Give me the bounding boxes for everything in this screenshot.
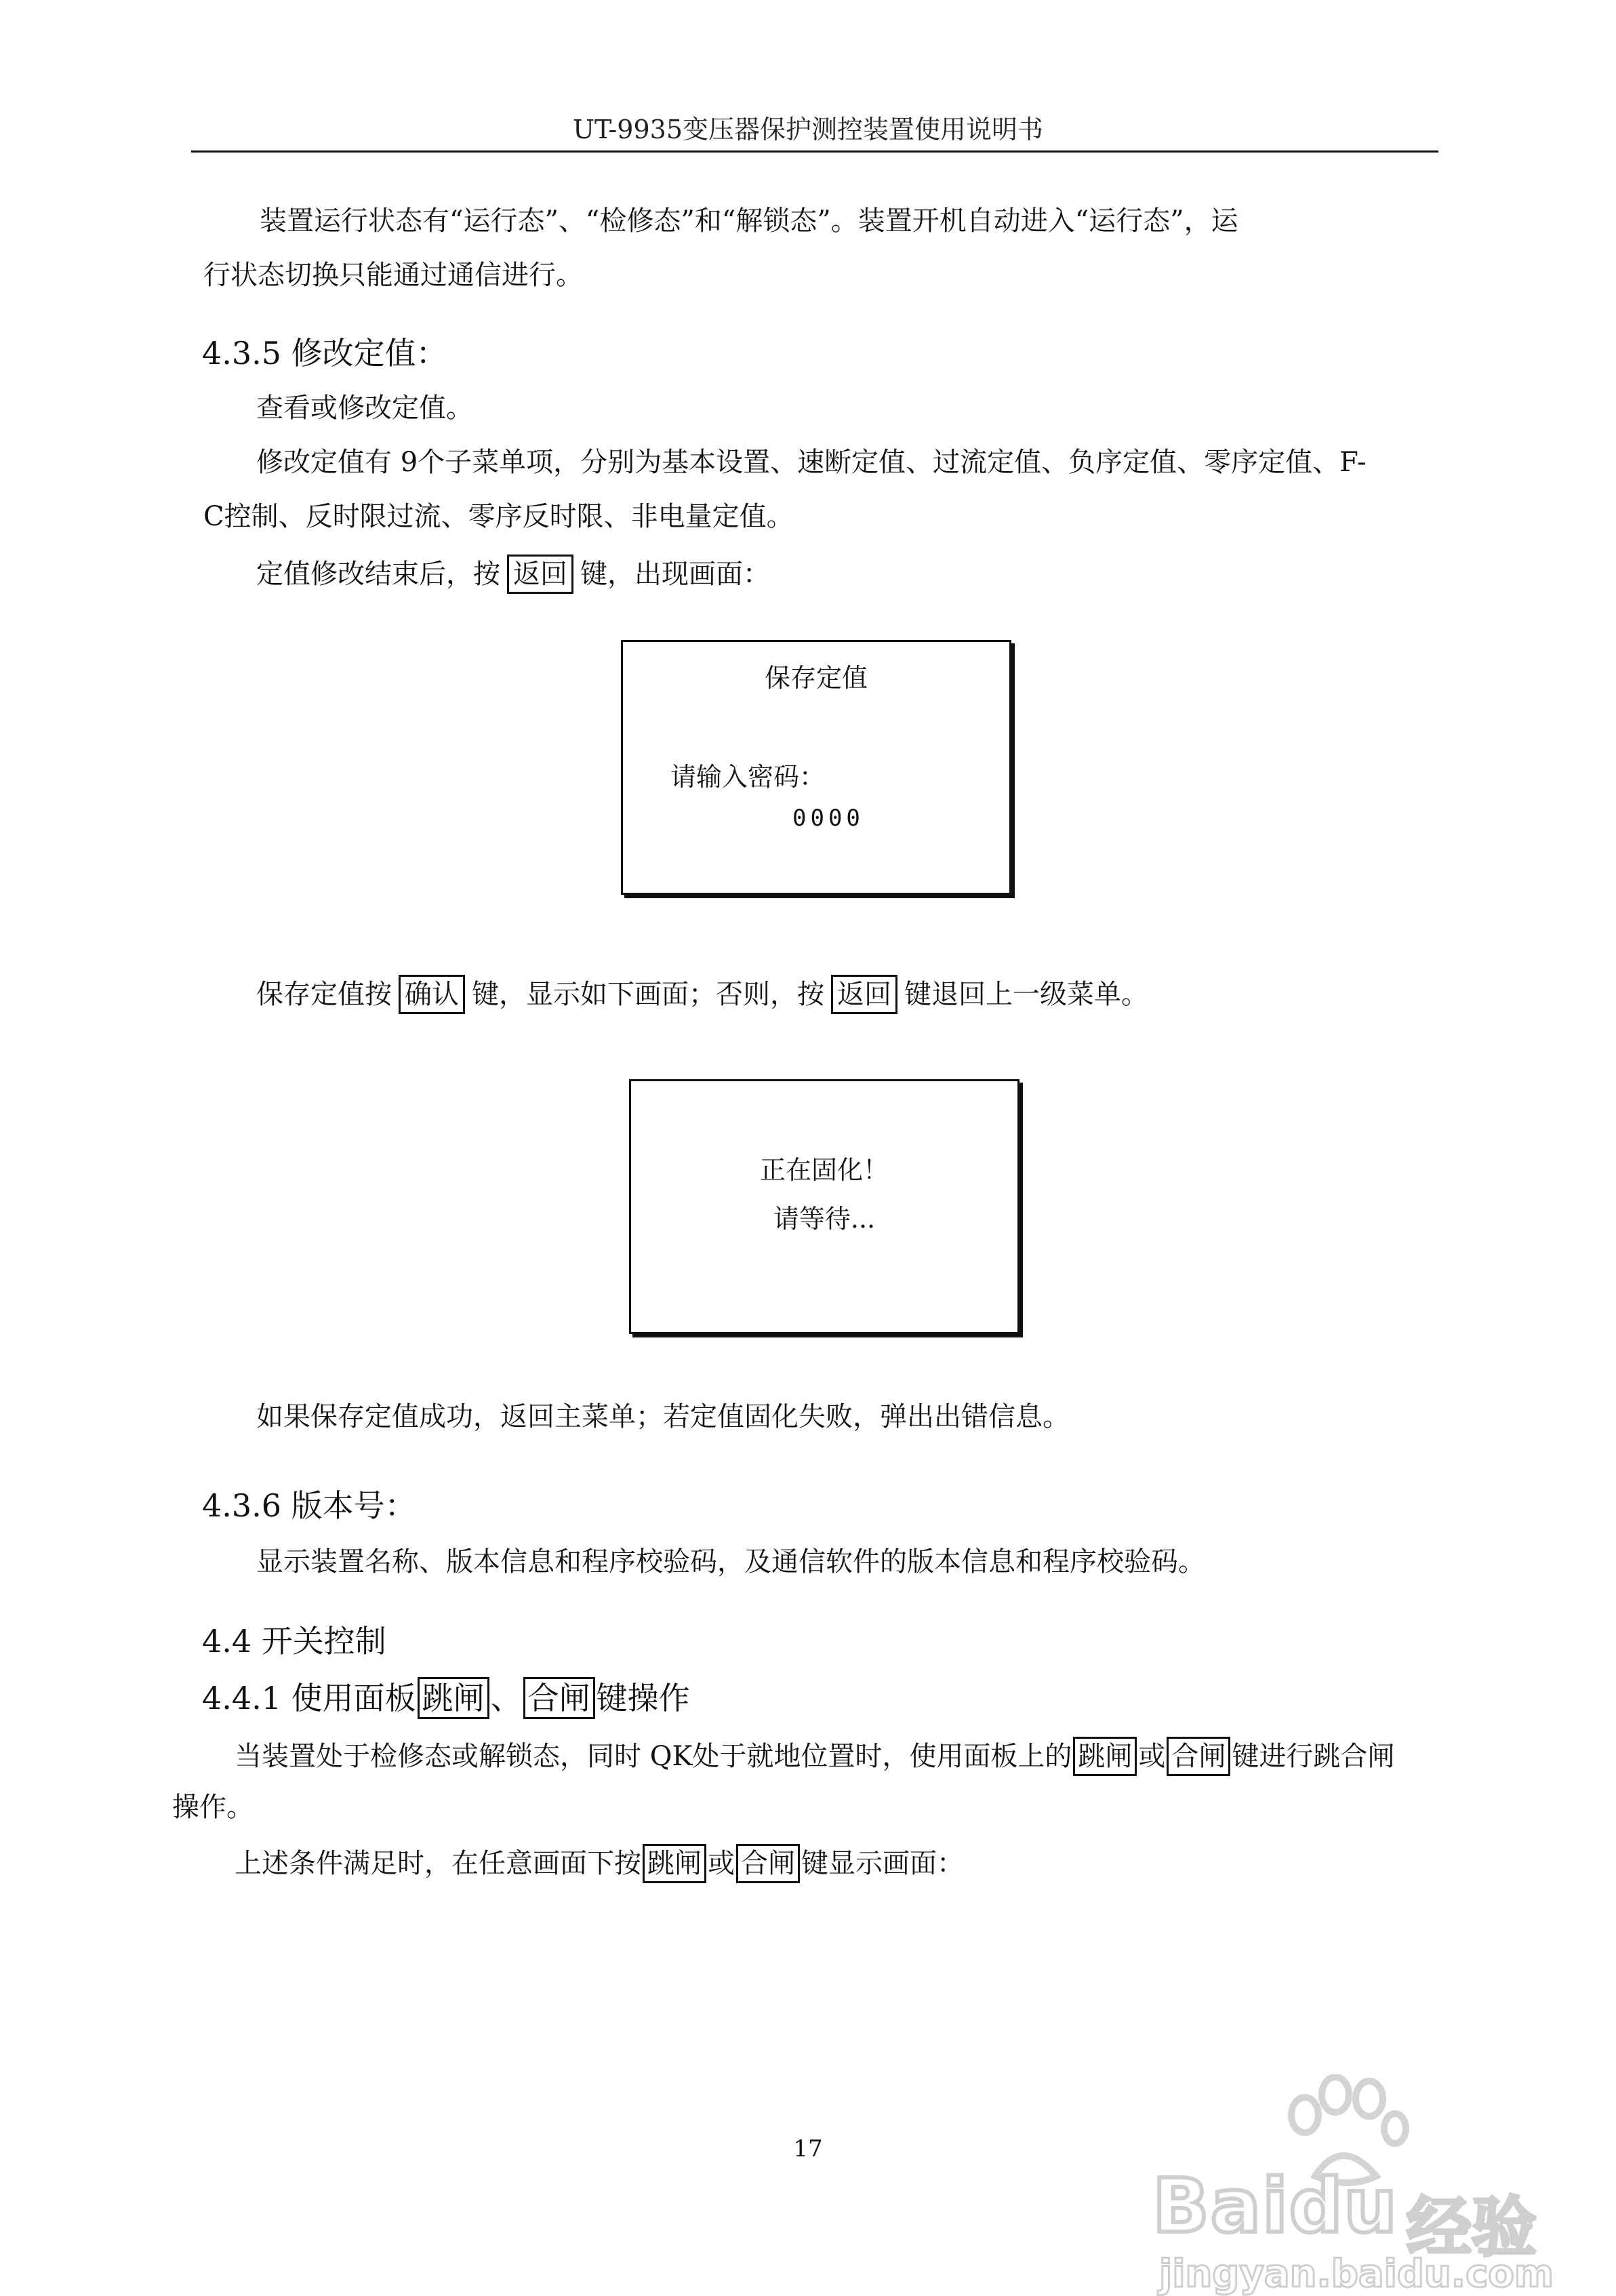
paragraph-any-screen — [235, 1844, 964, 1883]
lcd-screen-saving — [629, 1079, 1019, 1334]
text-save-b: 键，显示如下画面；否则，按 — [472, 979, 824, 1010]
paragraph-run-state-line1: 装置运行状态有“运行态”、“检修态”和“解锁态”。装置开机自动进入“运行态”，运 — [260, 205, 1238, 237]
watermark-brand: Baidu — [1152, 2162, 1398, 2249]
close-key-label-2: 合闸 — [1167, 1737, 1230, 1776]
heading-4-4-1-text-b: 键操作 — [596, 1680, 690, 1716]
section-heading-4-4-1 — [202, 1677, 690, 1719]
screen-wait-message: 请等待... — [773, 1204, 876, 1234]
paragraph-after-edit — [256, 555, 770, 594]
trip-key-label-2: 跳闸 — [1073, 1737, 1137, 1776]
paragraph-submenu-line1: 修改定值有 9个子菜单项，分别为基本设置、速断定值、过流定值、负序定值、零序定值、F- — [256, 447, 1367, 478]
paragraph-save-result: 如果保存定值成功，返回主菜单；若定值固化失败，弹出出错信息。 — [256, 1401, 1070, 1432]
text-any-b: 键显示画面： — [801, 1848, 964, 1879]
heading-4-4-1-text-a: 4.4.1 使用面板 — [202, 1680, 416, 1716]
text-after-edit-a: 定值修改结束后，按 — [256, 559, 500, 590]
page-number: 17 — [793, 2135, 823, 2162]
heading-separator: 、 — [490, 1680, 522, 1716]
confirm-key-label: 确认 — [399, 975, 465, 1014]
return-key-label: 返回 — [507, 555, 573, 594]
paragraph-submenu-line2: C控制、反时限过流、零序反时限、非电量定值。 — [203, 501, 794, 532]
watermark-url: jingyan.baidu.com — [1159, 2252, 1554, 2296]
paragraph-panel-control-line1 — [235, 1737, 1394, 1776]
section-heading-4-3-6: 4.3.6 版本号： — [202, 1487, 416, 1524]
text-panel-b: 键进行跳合闸 — [1232, 1741, 1395, 1772]
text-save-c: 键退回上一级菜单。 — [904, 979, 1148, 1010]
baidu-jingyan-watermark — [1146, 2074, 1554, 2296]
close-key-label: 合闸 — [523, 1677, 595, 1719]
text-or-2: 或 — [708, 1848, 735, 1879]
text-any-a: 上述条件满足时，在任意画面下按 — [235, 1848, 641, 1879]
text-save-a: 保存定值按 — [256, 979, 392, 1010]
trip-key-label-3: 跳闸 — [643, 1844, 706, 1883]
text-panel-a: 当装置处于检修态或解锁态，同时 QK处于就地位置时，使用面板上的 — [235, 1741, 1072, 1772]
paragraph-panel-control-line2: 操作。 — [172, 1792, 254, 1823]
paragraph-save-confirm — [256, 975, 1148, 1014]
watermark-brand-cn: 经验 — [1407, 2190, 1537, 2265]
close-key-label-3: 合闸 — [736, 1844, 800, 1883]
lcd-screen-save-settings — [621, 640, 1011, 895]
trip-key-label: 跳闸 — [418, 1677, 489, 1719]
screen-password-value: 0000 — [792, 805, 864, 832]
screen-title-save-settings: 保存定值 — [764, 663, 868, 693]
paragraph-view-settings: 查看或修改定值。 — [256, 392, 473, 424]
document-header-title: UT-9935变压器保护测控装置使用说明书 — [572, 115, 1044, 144]
paragraph-run-state-line2: 行状态切换只能通过通信进行。 — [203, 260, 583, 291]
section-heading-4-3-5: 4.3.5 修改定值： — [202, 335, 447, 371]
screen-saving-message: 正在固化！ — [759, 1155, 889, 1185]
return-key-label-2: 返回 — [831, 975, 897, 1014]
section-heading-4-4: 4.4 开关控制 — [202, 1623, 386, 1659]
text-after-edit-b: 键，出现画面： — [580, 559, 770, 590]
screen-password-prompt: 请输入密码： — [670, 762, 826, 792]
paragraph-version-info: 显示装置名称、版本信息和程序校验码，及通信软件的版本信息和程序校验码。 — [256, 1546, 1205, 1577]
header-divider — [191, 150, 1438, 153]
text-or-1: 或 — [1138, 1741, 1166, 1772]
